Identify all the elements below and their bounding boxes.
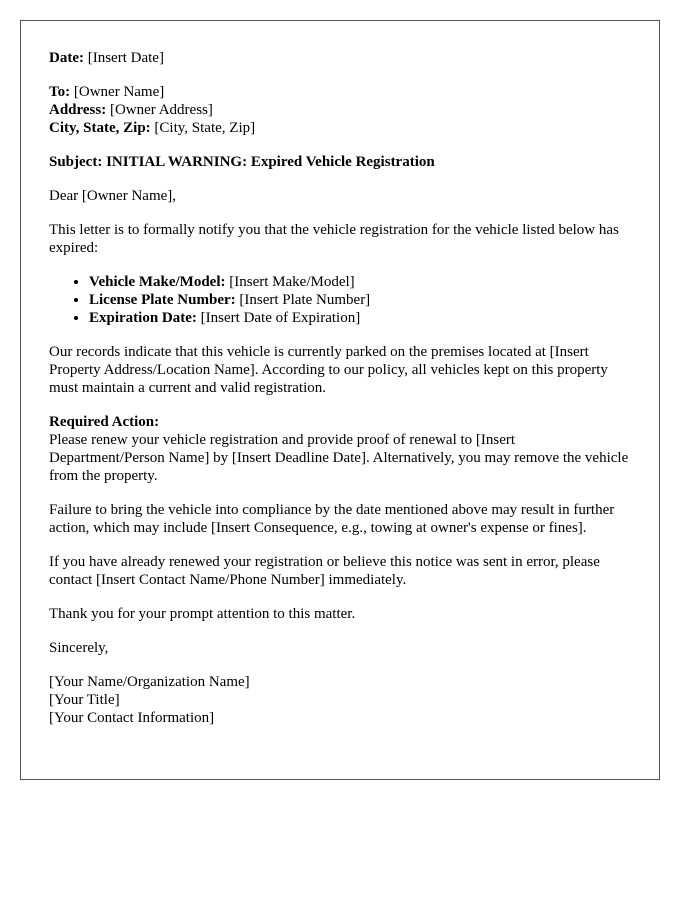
detail-item-make-model [89,273,631,291]
recipient-csz-line [49,119,631,137]
recipient-block [49,83,631,137]
address-label: Address: [49,102,107,118]
date-label: Date: [49,50,84,66]
signature-contact: [Your Contact Information] [49,710,215,726]
recipient-address-line [49,101,631,119]
detail-label: License Plate Number: [89,292,236,308]
detail-item-plate [89,291,631,309]
detail-value: [Insert Plate Number] [239,292,371,308]
records-paragraph: Our records indicate that this vehicle is currently parked on the premises located at [Insert Property Address/Location Name]. According to our policy, all vehicles kept on this property must maintain a current and valid registration. [49,344,608,396]
vehicle-details-list [49,273,631,327]
signature-title: [Your Title] [49,692,120,708]
letter-document [20,20,660,780]
recipient-to-line [49,83,631,101]
greeting: Dear [Owner Name], [49,188,177,204]
date-value: [Insert Date] [87,50,164,66]
contact-paragraph: If you have already renewed your registration or believe this notice was sent in error, please contact [Insert Contact Name/Phone Number] immediately. [49,554,600,588]
required-action-body: Please renew your vehicle registration and provide proof of renewal to [Insert Department/Person Name] by [Insert Deadline Date]. Alternatively, you may remove the vehicle from the property. [49,432,629,484]
subject-line: Subject: INITIAL WARNING: Expired Vehicle Registration [49,154,435,170]
to-value: [Owner Name] [73,84,165,100]
closing-line: Sincerely, [49,640,109,656]
failure-paragraph: Failure to bring the vehicle into compliance by the date mentioned above may result in further action, which may include [Insert Consequence, e.g., towing at owner's expense or fines]. [49,502,615,536]
thanks-line: Thank you for your prompt attention to this matter. [49,606,356,622]
to-label: To: [49,84,71,100]
csz-label: City, State, Zip: [49,120,151,136]
detail-item-expiration [89,309,631,327]
signature-name: [Your Name/Organization Name] [49,674,250,690]
signature-block [49,673,631,727]
csz-value: [City, State, Zip] [154,120,256,136]
required-action-heading: Required Action: [49,414,160,430]
required-action-block [49,413,631,485]
detail-label: Vehicle Make/Model: [89,274,226,290]
detail-value: [Insert Make/Model] [229,274,355,290]
address-value: [Owner Address] [109,102,213,118]
intro-paragraph: This letter is to formally notify you that the vehicle registration for the vehicle listed below has expired: [49,222,619,256]
date-line [49,49,631,67]
detail-value: [Insert Date of Expiration] [200,310,361,326]
detail-label: Expiration Date: [89,310,197,326]
